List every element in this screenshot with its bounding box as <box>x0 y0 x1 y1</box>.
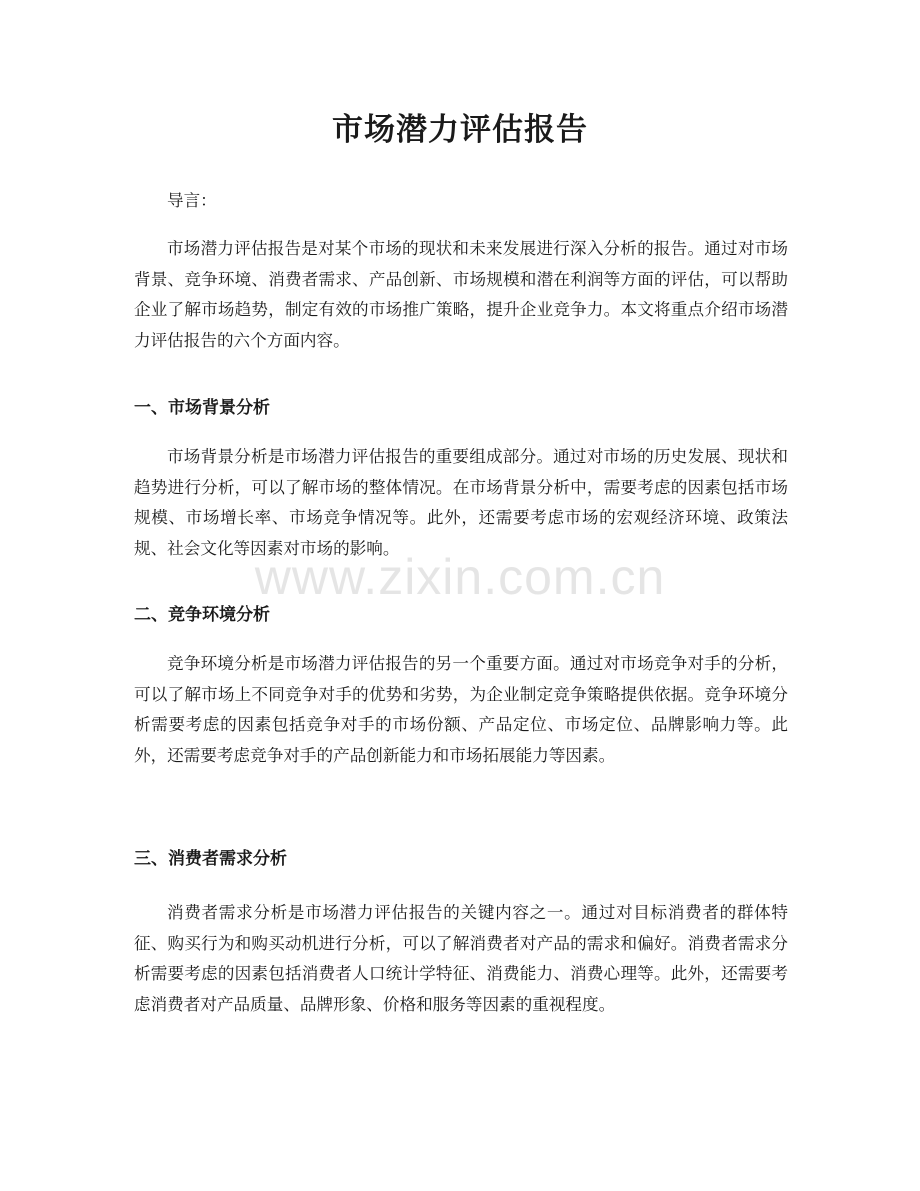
section-heading-competition: 二、竞争环境分析 <box>134 605 270 625</box>
intro-paragraph: 市场潜力评估报告是对某个市场的现状和未来发展进行深入分析的报告。通过对市场背景、竞争环境、消费者需求、产品创新、市场规模和潜在利润等方面的评估，可以帮助企业了解市场趋势，制定有效的市场推广策略，提升企业竞争力。本文将重点介绍市场潜力评估报告的六个方面内容。 <box>134 239 788 350</box>
section-heading-consumer: 三、消费者需求分析 <box>134 849 287 869</box>
section-paragraph-consumer: 消费者需求分析是市场潜力评估报告的关键内容之一。通过对目标消费者的群体特征、购买行为和购买动机进行分析，可以了解消费者对产品的需求和偏好。消费者需求分析需要考虑的因素包括消费者人口统计学特征、消费能力、消费心理等。此外，还需要考虑消费者对产品质量、品牌形象、价格和服务等因素的重视程度。 <box>134 903 788 1014</box>
section-paragraph-competition: 竞争环境分析是市场潜力评估报告的另一个重要方面。通过对市场竞争对手的分析，可以了解市场上不同竞争对手的优势和劣势，为企业制定竞争策略提供依据。竞争环境分析需要考虑的因素包括竞争对手的市场份额、产品定位、市场定位、品牌影响力等。此外，还需要考虑竞争对手的产品创新能力和市场拓展能力等因素。 <box>134 654 788 765</box>
watermark: www.zixin.com.cn <box>254 549 666 605</box>
section-paragraph-background: 市场背景分析是市场潜力评估报告的重要组成部分。通过对市场的历史发展、现状和趋势进行分析，可以了解市场的整体情况。在市场背景分析中，需要考虑的因素包括市场规模、市场增长率、市场竞争情况等。此外，还需要考虑市场的宏观经济环境、政策法规、社会文化等因素对市场的影响。 <box>134 447 788 558</box>
intro-label: 导言： <box>167 191 217 210</box>
document-title: 市场潜力评估报告 <box>332 112 588 148</box>
section-heading-background: 一、市场背景分析 <box>134 398 270 418</box>
